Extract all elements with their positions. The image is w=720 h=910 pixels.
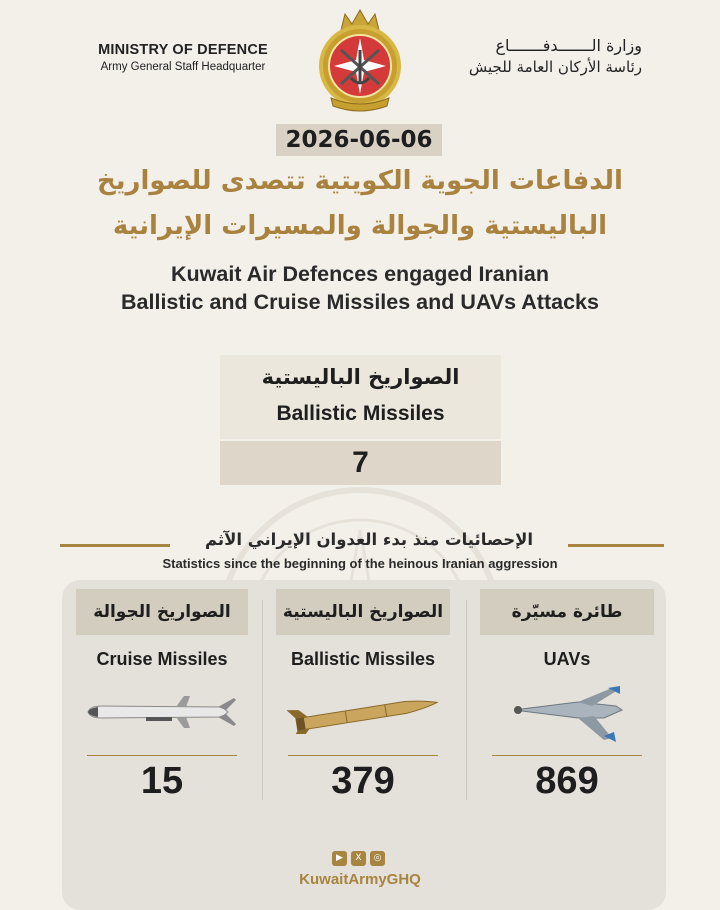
today-label-en: Ballistic Missiles xyxy=(276,402,445,425)
column-divider xyxy=(466,600,467,800)
ballistic-count: 379 xyxy=(331,760,395,802)
uav-separator xyxy=(492,755,642,756)
report-date: 2026-06-06 xyxy=(276,124,442,156)
hq-name-ar: رئاسة الأركان العامة للجيش xyxy=(468,58,642,76)
cruise-count: 15 xyxy=(140,760,184,802)
ministry-en-block xyxy=(78,42,288,73)
headline-en-line1: Kuwait Air Defences engaged Iranian xyxy=(171,262,549,286)
cruise-label-en: Cruise Missiles xyxy=(96,649,228,669)
headline-en-line2: Ballistic and Cruise Missiles and UAVs Attacks xyxy=(121,290,599,314)
ministry-name-ar: وزارة الـــــــدفـــــــاع xyxy=(495,36,642,55)
stats-title-en: Statistics since the beginning of the heinous Iranian aggression xyxy=(162,556,558,571)
uav-label-en: UAVs xyxy=(543,649,591,669)
army-emblem-logo xyxy=(311,6,409,114)
ballistic-missile-icon xyxy=(286,694,442,734)
headline-ar-line2: الباليستية والجوالة والمسيرات الإيرانية xyxy=(112,211,608,241)
column-divider xyxy=(262,600,263,800)
social-handle[interactable]: KuwaitArmyGHQ xyxy=(299,871,421,888)
ballistic-label-ar: الصواريخ الباليستية xyxy=(276,589,450,635)
ministry-name-en: MINISTRY OF DEFENCE xyxy=(98,42,268,58)
drone-icon xyxy=(508,684,628,744)
social-icons xyxy=(330,851,390,869)
today-label-ar: الصواريخ الباليستية xyxy=(261,365,460,389)
headline-ar-line1: الدفاعات الجوية الكويتية تتصدى للصواريخ xyxy=(97,166,623,196)
divider-right xyxy=(568,544,664,547)
divider-left xyxy=(60,544,170,547)
ballistic-label-en: Ballistic Missiles xyxy=(290,649,436,669)
ministry-ar-block xyxy=(422,36,642,76)
cruise-label-ar: الصواريخ الجوالة xyxy=(76,589,248,635)
cruise-missile-icon xyxy=(84,694,240,730)
uav-label-ar: طائرة مسيّرة xyxy=(480,589,654,635)
youtube-icon[interactable]: ▶ xyxy=(332,851,347,866)
uav-count: 869 xyxy=(535,760,599,802)
x-icon[interactable]: X xyxy=(351,851,366,866)
stats-title-ar: الإحصائيات منذ بدء العدوان الإيراني الآثم xyxy=(204,530,534,549)
instagram-icon[interactable]: ◎ xyxy=(370,851,385,866)
hq-name-en: Army General Staff Headquarter xyxy=(100,61,266,73)
ballistic-separator xyxy=(288,755,438,756)
today-count: 7 xyxy=(352,446,369,479)
cruise-separator xyxy=(87,755,237,756)
